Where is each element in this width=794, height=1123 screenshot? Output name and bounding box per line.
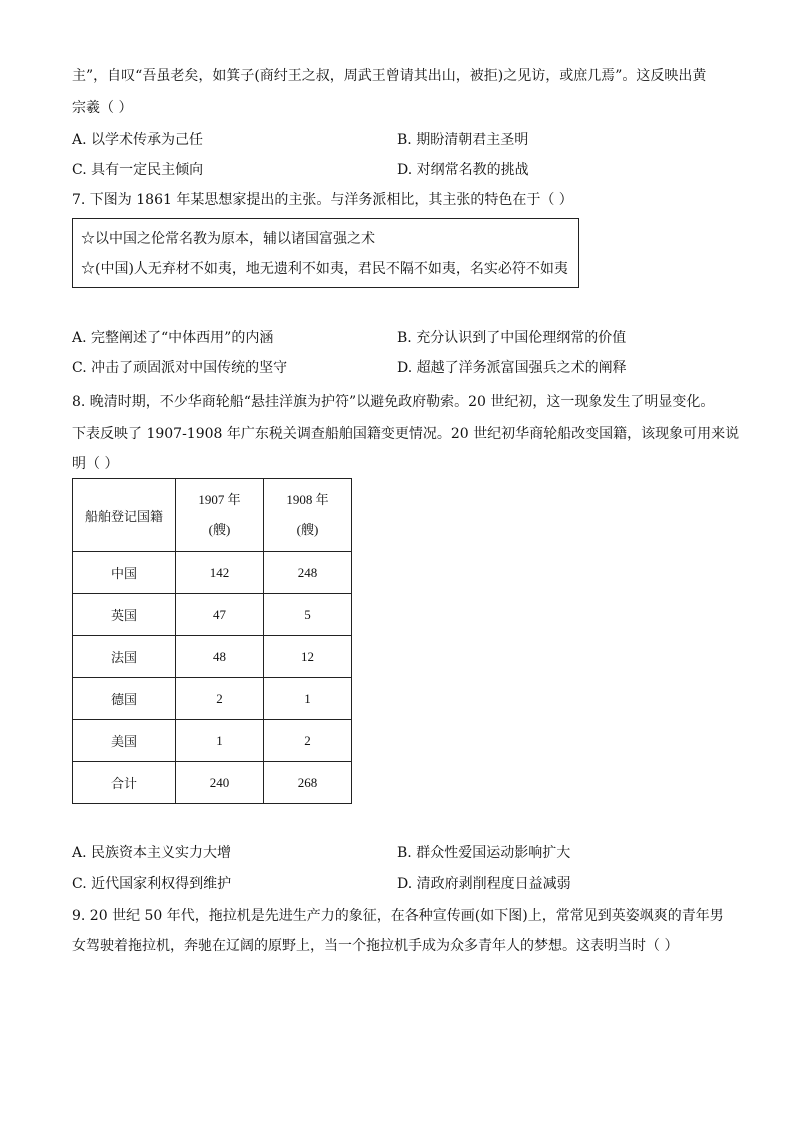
q8-stem-line-3: 明（ ） bbox=[72, 456, 119, 472]
q7-option-c[interactable]: C. 冲击了顽固派对中国传统的坚守 bbox=[72, 360, 288, 376]
q6-option-d[interactable]: D. 对纲常名教的挑战 bbox=[397, 162, 529, 178]
q8-stem-line-1: 8. 晚清时期，不少华商轮船“悬挂洋旗为护符”以避免政府勒索。20 世纪初，这一现象发生了明显变化。 bbox=[72, 394, 715, 410]
row-1908-value: 12 bbox=[264, 636, 352, 678]
table-row bbox=[73, 552, 352, 594]
row-country: 法国 bbox=[73, 636, 176, 678]
q7-quote-2: ☆(中国)人无弃材不如夷，地无遗利不如夷，君民不隔不如夷，名实必符不如夷 bbox=[81, 261, 568, 277]
header-1907-year: 1907 年 bbox=[198, 492, 241, 507]
row-1908-value: 2 bbox=[264, 720, 352, 762]
table-header-row bbox=[73, 479, 352, 552]
row-1907-value: 47 bbox=[176, 594, 264, 636]
row-country: 合计 bbox=[73, 762, 176, 804]
q7-quote-1: ☆以中国之伦常名教为原本，辅以诸国富强之术 bbox=[81, 231, 375, 247]
q8-option-a[interactable]: A. 民族资本主义实力大增 bbox=[72, 845, 232, 861]
q7-quote-box bbox=[72, 218, 579, 288]
row-country: 德国 bbox=[73, 678, 176, 720]
row-1907-value: 142 bbox=[176, 552, 264, 594]
row-country: 英国 bbox=[73, 594, 176, 636]
q7-option-a[interactable]: A. 完整阐述了“中体西用”的内涵 bbox=[72, 330, 274, 346]
row-1908-value: 5 bbox=[264, 594, 352, 636]
q6-option-a[interactable]: A. 以学术传承为己任 bbox=[72, 132, 204, 148]
table-row bbox=[73, 678, 352, 720]
row-1907-value: 2 bbox=[176, 678, 264, 720]
table-header-1908 bbox=[264, 479, 352, 552]
ship-registry-table bbox=[72, 478, 352, 804]
table-row bbox=[73, 720, 352, 762]
row-country: 中国 bbox=[73, 552, 176, 594]
table-header-1907 bbox=[176, 479, 264, 552]
row-1907-value: 1 bbox=[176, 720, 264, 762]
q6-stem-line-1: 主”，自叹“吾虽老矣，如箕子(商纣王之叔，周武王曾请其出山，被拒)之见访，或庶几焉”。这反映出黄 bbox=[72, 68, 707, 84]
q7-option-d[interactable]: D. 超越了洋务派富国强兵之术的阐释 bbox=[397, 360, 627, 376]
q9-stem-line-2: 女驾驶着拖拉机，奔驰在辽阔的原野上，当一个拖拉机手成为众多青年人的梦想。这表明当时（ ） bbox=[72, 938, 679, 954]
q7-stem: 7. 下图为 1861 年某思想家提出的主张。与洋务派相比，其主张的特色在于（ ） bbox=[72, 192, 573, 208]
q7-option-b[interactable]: B. 充分认识到了中国伦理纲常的价值 bbox=[397, 330, 627, 346]
q8-option-d[interactable]: D. 清政府剥削程度日益减弱 bbox=[397, 876, 571, 892]
table-row-total bbox=[73, 762, 352, 804]
row-1907-value: 240 bbox=[176, 762, 264, 804]
q6-stem-line-2: 宗羲（ ） bbox=[72, 100, 133, 116]
row-country: 美国 bbox=[73, 720, 176, 762]
header-1908-year: 1908 年 bbox=[286, 492, 329, 507]
q6-option-c[interactable]: C. 具有一定民主倾向 bbox=[72, 162, 204, 178]
header-1908-unit: (艘) bbox=[296, 522, 319, 537]
header-1907-unit: (艘) bbox=[208, 522, 231, 537]
row-1908-value: 248 bbox=[264, 552, 352, 594]
q9-stem-line-1: 9. 20 世纪 50 年代，拖拉机是先进生产力的象征，在各种宣传画(如下图)上，常常见到英姿飒爽的青年男 bbox=[72, 908, 724, 924]
table-row bbox=[73, 594, 352, 636]
row-1908-value: 268 bbox=[264, 762, 352, 804]
q8-option-c[interactable]: C. 近代国家利权得到维护 bbox=[72, 876, 232, 892]
table-header-registry: 船舶登记国籍 bbox=[73, 479, 176, 552]
row-1908-value: 1 bbox=[264, 678, 352, 720]
q6-option-b[interactable]: B. 期盼清朝君主圣明 bbox=[397, 132, 529, 148]
table-row bbox=[73, 636, 352, 678]
q8-option-b[interactable]: B. 群众性爱国运动影响扩大 bbox=[397, 845, 571, 861]
row-1907-value: 48 bbox=[176, 636, 264, 678]
q8-stem-line-2: 下表反映了 1907-1908 年广东税关调查船舶国籍变更情况。20 世纪初华商轮船改变国籍，该现象可用来说 bbox=[72, 426, 740, 442]
